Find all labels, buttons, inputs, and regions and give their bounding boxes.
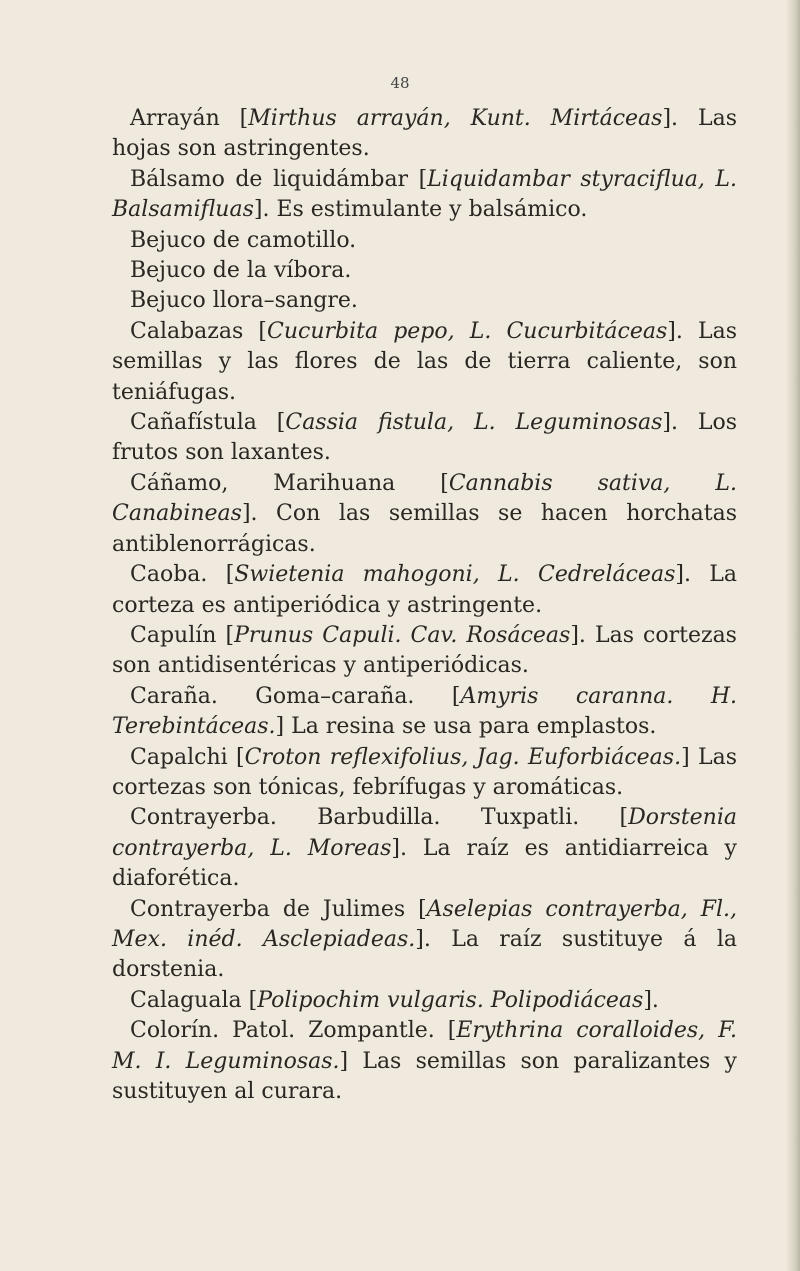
page-number: 48 xyxy=(390,74,410,92)
entry-arrayan: Arrayán [Mirthus arrayán, Kunt. Mirtáceas]. Las hojas son astringentes. xyxy=(112,106,737,162)
entry-balsamo: Bálsamo de liquidámbar [Liquidambar styraciflua, L. Balsamifluas]. Es estimulante y balsámico. xyxy=(112,166,737,223)
entry-bejuco-llora-sangre: Bejuco llora–sangre. xyxy=(130,288,358,314)
entry-calaguala: Calaguala [Polipochim vulgaris. Polipodiáceas]. xyxy=(130,987,659,1013)
entry-bejuco-camotillo: Bejuco de camotillo. xyxy=(130,227,357,253)
entry-carana: Caraña. Goma–caraña. [Amyris caranna. H. Terebintáceas.] La resina se usa para emplastos. xyxy=(112,683,737,740)
document-body xyxy=(112,104,737,1107)
entry-contrayerba: Contrayerba. Barbudilla. Tuxpatli. [Dorstenia contrayerba, L. Moreas]. La raíz es antidiarreica y diaforética. xyxy=(112,805,737,892)
entry-calabazas: Calabazas [Cucurbita pepo, L. Cucurbitáceas]. Las semillas y las flores de las de tierra caliente, son teniáfugas. xyxy=(112,318,737,405)
entry-caoba: Caoba. [Swietenia mahogoni, L. Cedreláceas]. La corteza es antiperiódica y astringente. xyxy=(112,562,737,618)
entry-canafistula: Cañafístula [Cassia fistula, L. Leguminosas]. Los frutos son laxantes. xyxy=(112,410,737,466)
entry-capulin: Capulín [Prunus Capuli. Cav. Rosáceas]. Las cortezas son antidisentéricas y antiperiódicas. xyxy=(112,622,737,679)
entry-capalchi: Capalchi [Croton reflexifolius, Jag. Euforbiáceas.] Las cortezas son tónicas, febrífugas y aromáticas. xyxy=(112,744,737,800)
entry-bejuco-vibora: Bejuco de la víbora. xyxy=(130,258,352,284)
entry-canamo: Cáñamo, Marihuana [Cannabis sativa, L. Canabineas]. Con las semillas se hacen horchatas antiblenorrágicas. xyxy=(112,470,737,557)
page-edge-shadow xyxy=(786,0,800,1271)
entry-colorin: Colorín. Patol. Zompantle. [Erythrina coralloides, F. M. I. Leguminosas.] Las semillas son paralizantes y sustituyen al curara. xyxy=(112,1018,738,1104)
entry-contrayerba-julimes: Contrayerba de Julimes [Aselepias contrayerba, Fl., Mex. inéd. Asclepiadeas.]. La raíz sustituye á la dorstenia. xyxy=(112,896,738,983)
